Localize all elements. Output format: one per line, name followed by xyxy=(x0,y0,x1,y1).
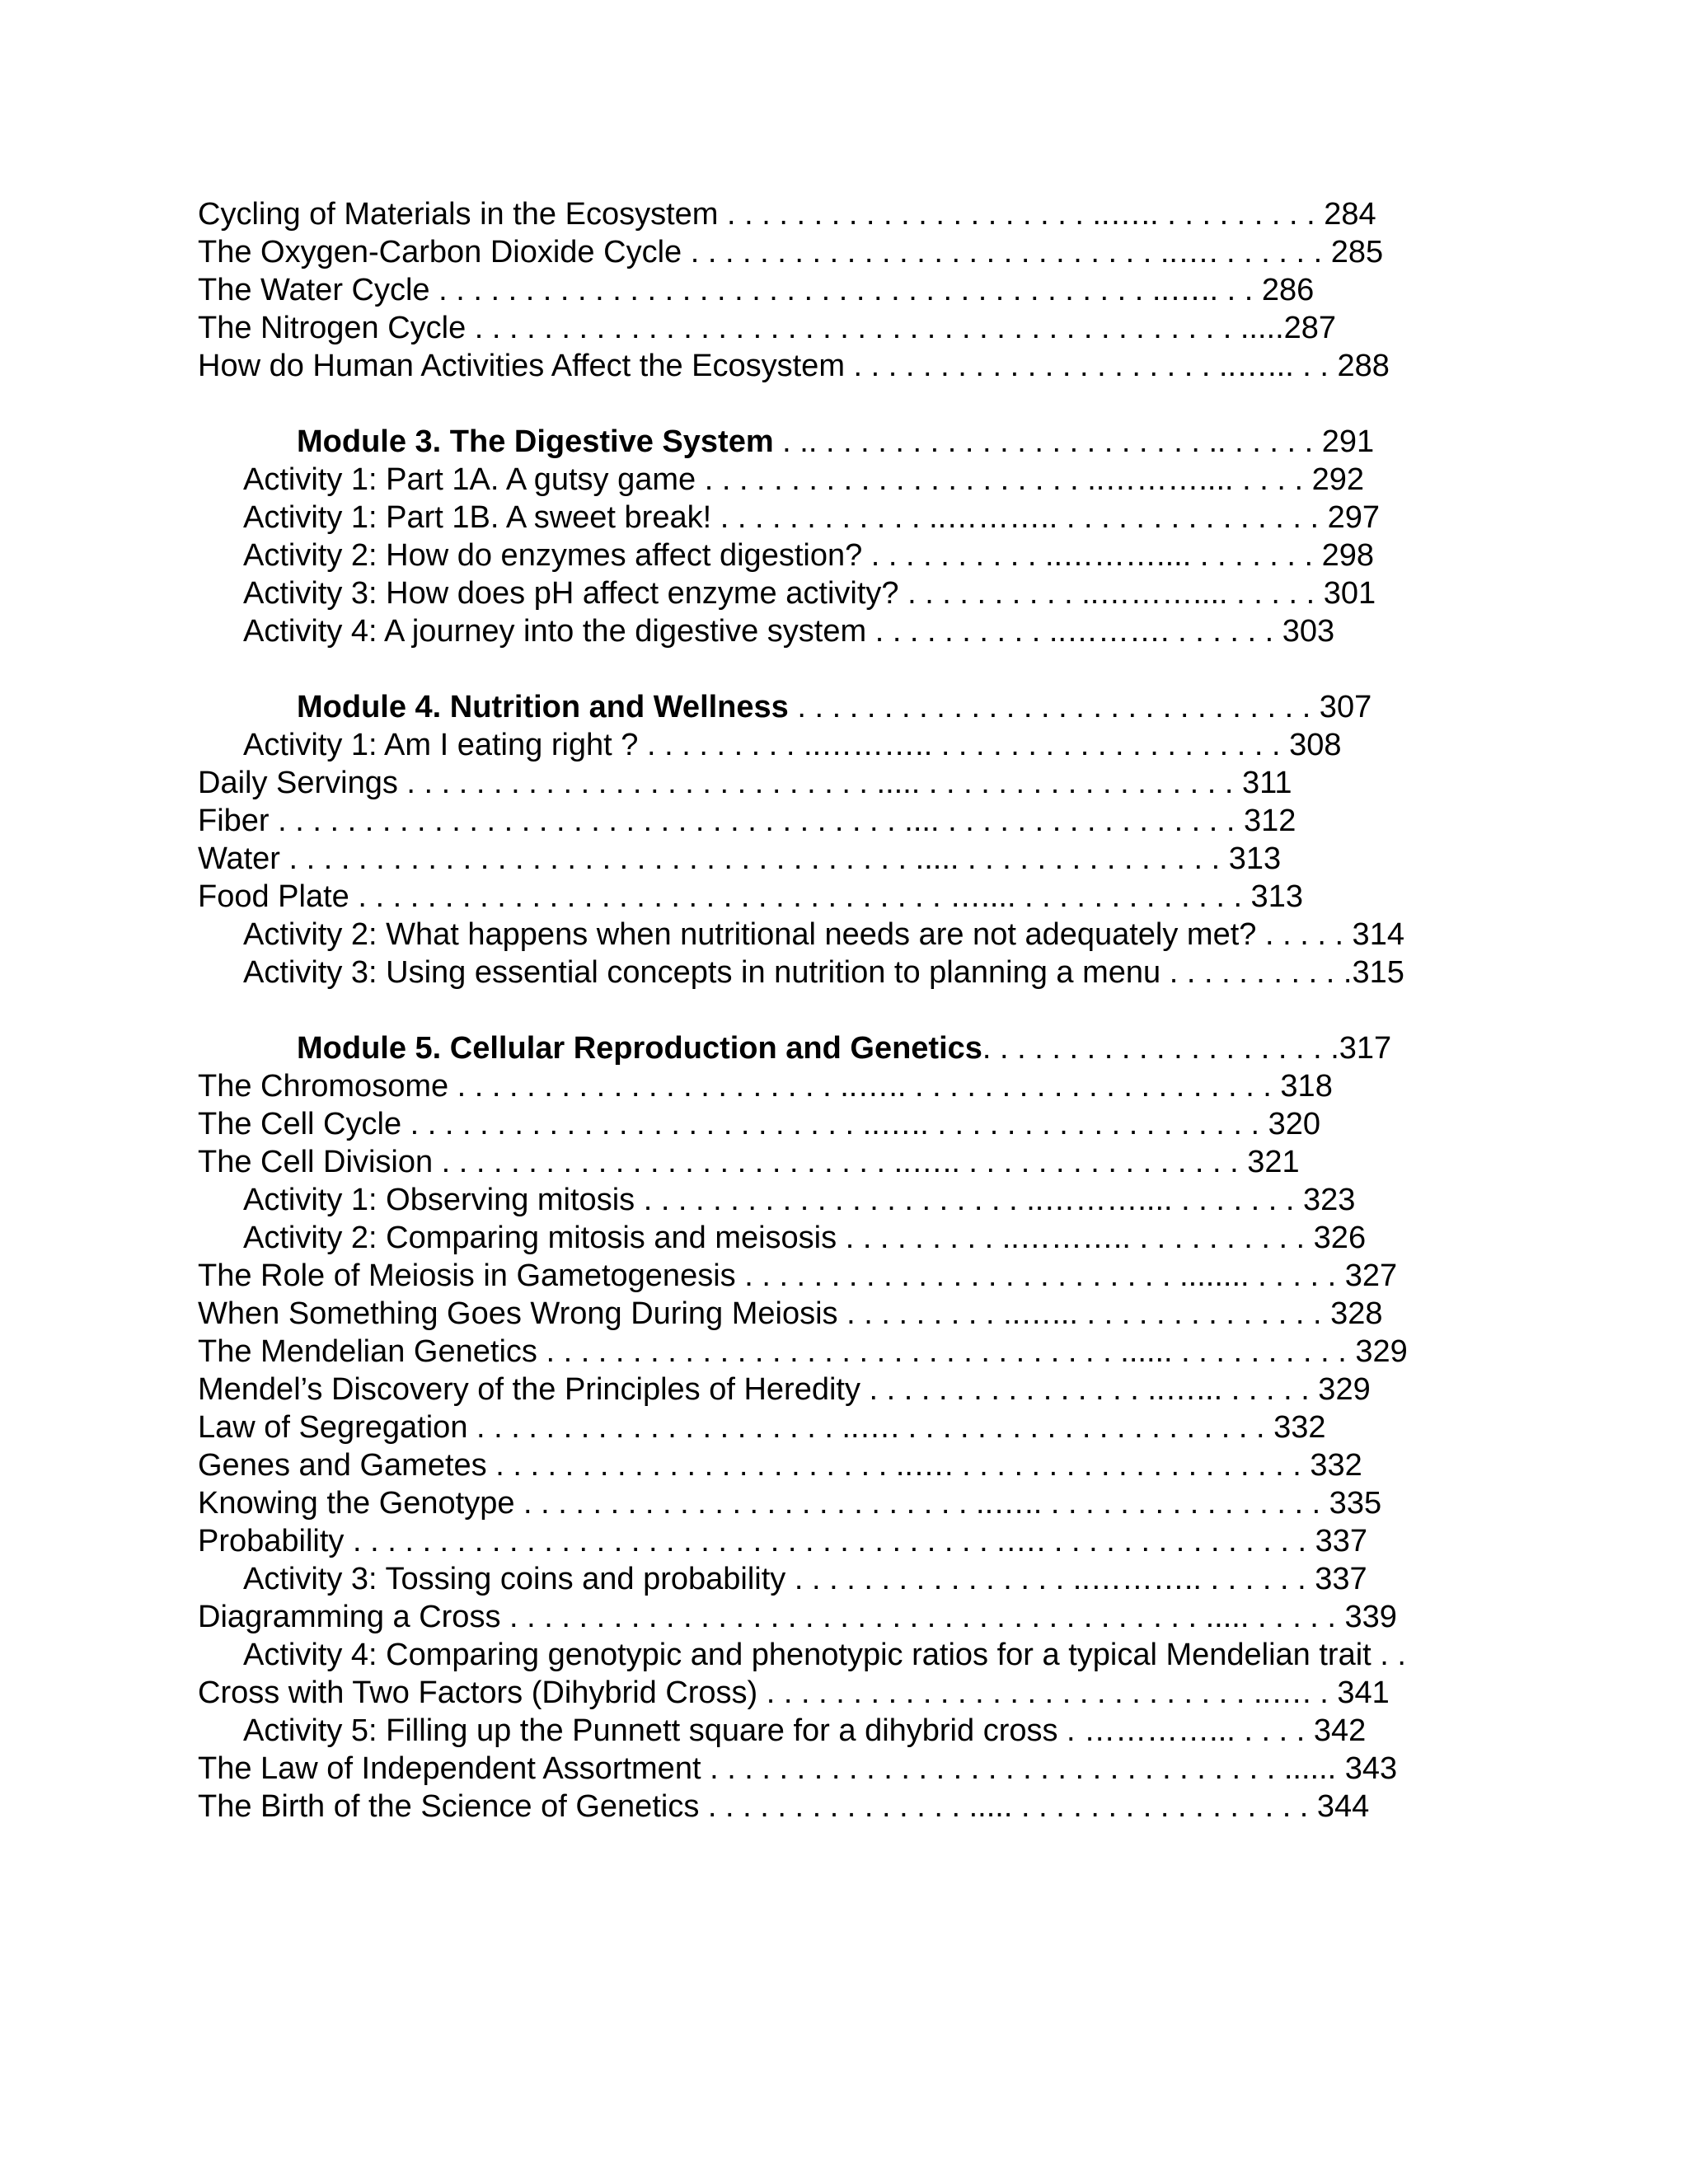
toc-activity-entry[interactable] xyxy=(198,612,1484,650)
module-heading-5[interactable] xyxy=(198,1029,1484,1067)
toc-entry-leader-page: . …………... . . . . 342 xyxy=(1057,1713,1367,1748)
toc-activity-entry[interactable] xyxy=(198,726,1484,764)
toc-entry-title: The Oxygen-Carbon Dioxide Cycle xyxy=(198,235,682,269)
toc-entry-title: Diagramming a Cross xyxy=(198,1600,501,1634)
toc-entry-leader-page: . . . . . . . . . . . . . . . . . . . . . . . . . . . ..... . . . . . . . . . . . . . . . . . . 311 xyxy=(397,766,1292,800)
toc-entry-title: Law of Segregation xyxy=(198,1410,468,1445)
toc-entry[interactable] xyxy=(198,878,1484,916)
toc-entry[interactable] xyxy=(198,195,1484,233)
toc-entry-leader-page: . . . . . . . . . . . . . . . . . . . . . . . . . . . . ..…. . 341 xyxy=(757,1675,1390,1710)
toc-entry[interactable] xyxy=(198,802,1484,840)
toc-entry-leader-page: . . . . . . . . . . ..……….... . . . . . . . 298 xyxy=(862,538,1375,573)
toc-entry-title: Activity 3: How does pH affect enzyme activity? xyxy=(243,576,899,611)
toc-activity-entry[interactable] xyxy=(198,499,1484,537)
toc-entry[interactable] xyxy=(198,1484,1484,1522)
toc-entry-title: Knowing the Genotype xyxy=(198,1486,515,1521)
toc-entry[interactable] xyxy=(198,1522,1484,1560)
section-gap xyxy=(198,385,1484,423)
toc-entry-leader-page: . . . . . . . . . . . . . . . . . . . . . ..….. . . . . . . . . . 284 xyxy=(718,197,1376,232)
section-gap xyxy=(198,650,1484,688)
toc-entry[interactable] xyxy=(198,309,1484,347)
toc-entry-leader-page: . . . . . . . . . . . . . . . . . . . . . . . . . . . . . . . . . . . . . . . . . ..….. . . 286 xyxy=(429,273,1315,307)
toc-entry-leader-page: . . . . . . . . . ..……….. . . . . . . . . . . . . . . . . . . . . 308 xyxy=(638,728,1342,762)
toc-entry-title: Activity 1: Observing mitosis xyxy=(243,1183,635,1217)
toc-entry-title: The Mendelian Genetics xyxy=(198,1334,537,1369)
toc-entry-leader-page: . . . . . . . . . . . . ..……….. . . . . . . . . . . . . . . . 297 xyxy=(711,500,1381,535)
toc-entry-title: The Law of Independent Assortment xyxy=(198,1751,701,1786)
toc-entry-leader-page: . . . . . . . . . . ..………. . . . . . . 303 xyxy=(866,614,1335,649)
toc-entry[interactable] xyxy=(198,1788,1484,1825)
toc-entry-title: The Cell Division xyxy=(198,1145,434,1179)
module-title: Module 4. Nutrition and Wellness xyxy=(297,690,789,724)
toc-entry-leader-page: . . . . . . . . . . . . . . . . ..……….. . . . . . . 337 xyxy=(785,1562,1367,1596)
toc-entry-title: Activity 1: Am I eating right ? xyxy=(243,728,639,762)
module-title: Module 3. The Digestive System xyxy=(297,424,774,459)
toc-entry-title: Activity 2: How do enzymes affect digestion? xyxy=(243,538,863,573)
toc-entry[interactable] xyxy=(198,1333,1484,1371)
toc-entry-leader-page: . . . . . . . . . . . . . . . . . . . . . . . ..…. . . . . . . . . . . . . . . . . . . . . 332 xyxy=(486,1448,1362,1483)
toc-entry-title: Water xyxy=(198,841,280,876)
toc-entry[interactable] xyxy=(198,1408,1484,1446)
toc-entry-leader-page: . . . . . . . . . . . . . . . . . . . . .317 xyxy=(982,1031,1392,1066)
toc-entry[interactable] xyxy=(198,1143,1484,1181)
toc-entry-title: Activity 1: Part 1B. A sweet break! xyxy=(243,500,712,535)
section-gap xyxy=(198,991,1484,1029)
toc-entry[interactable] xyxy=(198,840,1484,878)
table-of-contents xyxy=(198,195,1484,1825)
toc-entry-leader-page: . . . . . . . . . . . . . . . . . . . . . . ..……….... . . . . 292 xyxy=(696,462,1365,497)
toc-entry-leader-page: . . . . . . . . . . . . . . . . . . . . . . . . . ........ . . . . . 327 xyxy=(735,1258,1398,1293)
toc-activity-entry[interactable] xyxy=(198,916,1484,954)
toc-entry-title: Activity 5: Filling up the Punnett square for a dihybrid cross xyxy=(243,1713,1058,1748)
toc-entry-title: The Nitrogen Cycle xyxy=(198,311,467,345)
toc-entry-title: Cycling of Materials in the Ecosystem xyxy=(198,197,719,232)
toc-activity-entry[interactable] xyxy=(198,1181,1484,1219)
toc-activity-entry[interactable] xyxy=(198,1219,1484,1257)
toc-entry-leader-page: . . . . . . . . . . . . . . . . . . . . . . ..….. . . . . . . . . . . . . . . . . . . . . . 318 xyxy=(448,1069,1333,1104)
toc-entry-title: Activity 2: What happens when nutritional needs are not adequately met? xyxy=(243,917,1257,952)
toc-entry-leader-page: . . . . . . . . . . . . . . . . . . . . . . . . . . . . . . . . . ...... 343 xyxy=(701,1751,1398,1786)
toc-entry[interactable] xyxy=(198,1257,1484,1295)
toc-entry[interactable] xyxy=(198,1371,1484,1408)
toc-activity-entry[interactable] xyxy=(198,461,1484,499)
toc-entry[interactable] xyxy=(198,1105,1484,1143)
toc-entry[interactable] xyxy=(198,1446,1484,1484)
toc-entry-title: Food Plate xyxy=(198,879,349,914)
toc-entry-leader-page: . . . . . . . . . . . . . . . . . . . . . . . . . . ..….. . . . . . . . . . . . . . . . . . . . 320 xyxy=(401,1107,1321,1141)
toc-entry-leader-page: . . . . . . . . . . . . . . . . . . . . . . . . . . . . . . . . . . . . . . . . . . . . .....287 xyxy=(466,311,1337,345)
toc-entry[interactable] xyxy=(198,1067,1484,1105)
toc-entry-title: Daily Servings xyxy=(198,766,398,800)
toc-entry[interactable] xyxy=(198,764,1484,802)
toc-entry-leader-page: . . . . . . . . . . . . . . . . . . . . . ..…... . . 288 xyxy=(844,349,1390,383)
toc-activity-entry[interactable] xyxy=(198,954,1484,991)
toc-entry[interactable] xyxy=(198,347,1484,385)
toc-entry-title: When Something Goes Wrong During Meiosis xyxy=(198,1296,838,1331)
toc-entry-leader-page: . . . . . . . . . . . . . . . . . . . . . . . . . . . . . . . . . . . . . . . . ..... . . . . . 339 xyxy=(500,1600,1397,1634)
toc-entry-title: Activity 3: Using essential concepts in nutrition to planning a menu xyxy=(243,955,1161,990)
module-title: Module 5. Cellular Reproduction and Genetics xyxy=(297,1031,982,1066)
toc-entry-title: Probability xyxy=(198,1524,345,1558)
toc-entry-leader-page: . . . . . . . . . . . . . . . . . . . . . ..…. . . . . . . . . . . . . . . . . . . . . . 332 xyxy=(467,1410,1326,1445)
toc-activity-entry[interactable] xyxy=(198,1560,1484,1598)
toc-entry-leader-page: . . . . . . . . . . . . . . . . . . . . . . . . . . ..….. . . . . . . . . . . . . . . . . 335 xyxy=(514,1486,1382,1521)
toc-entry-leader-page: . . xyxy=(1371,1638,1406,1672)
toc-entry-title: Activity 4: A journey into the digestive system xyxy=(243,614,867,649)
toc-entry[interactable] xyxy=(198,233,1484,271)
toc-entry-title: Activity 4: Comparing genotypic and phenotypic ratios for a typical Mendelian trait xyxy=(243,1638,1372,1672)
toc-activity-entry[interactable] xyxy=(198,1712,1484,1750)
toc-activity-entry[interactable] xyxy=(198,537,1484,574)
toc-entry-title: The Water Cycle xyxy=(198,273,430,307)
toc-entry-title: The Cell Cycle xyxy=(198,1107,402,1141)
toc-entry[interactable] xyxy=(198,1598,1484,1636)
module-heading-3[interactable] xyxy=(198,423,1484,461)
toc-entry-leader-page: . . . . . . . . . . .315 xyxy=(1160,955,1404,990)
toc-entry-title: Activity 3: Tossing coins and probability xyxy=(243,1562,786,1596)
module-heading-4[interactable] xyxy=(198,688,1484,726)
toc-activity-entry[interactable] xyxy=(198,1636,1484,1674)
toc-entry-leader-page: . . . . . . . . . . . . . . . . ..…... . . . . . 329 xyxy=(860,1372,1371,1407)
toc-entry-title: Cross with Two Factors (Dihybrid Cross) xyxy=(198,1675,758,1710)
toc-entry-leader-page: . . . . . . . . . . . . . . . . . . . . . . . . . . . . . . . . . . ….... . . . . . . . . . . . . . 313 xyxy=(349,879,1303,914)
toc-entry-leader-page: . . . . . . . . . . . . . . . . . . . . . . . . . . . . . . . . . ...... . . . . . . . . . . 329 xyxy=(537,1334,1408,1369)
toc-entry-title: The Role of Meiosis in Gametogenesis xyxy=(198,1258,736,1293)
toc-entry[interactable] xyxy=(198,1750,1484,1788)
toc-entry-leader-page: . . . . . . . . . . . . . . . . . . . . . . . . . . . ..…. . . . . . . 285 xyxy=(682,235,1384,269)
toc-entry-title: Activity 2: Comparing mitosis and meisosis xyxy=(243,1221,837,1255)
toc-entry-leader-page: . . . . . . . . . . . . . . . . . . . . . . . . . . . . . . . . . . . . . .…. . . . . . . . . . . . . . . . 337 xyxy=(344,1524,1368,1558)
toc-entry-leader-page: . . . . . . . . . . . . . . . . . . . . . . . . . . . . . . . . . . . . ..... . . . . . . . . . . . . . . . 313 xyxy=(279,841,1282,876)
toc-entry-title: The Chromosome xyxy=(198,1069,449,1104)
toc-entry-leader-page: . . . . . . . . . . . . . . . . . . . . . . . . . . . . . . 307 xyxy=(788,690,1372,724)
toc-entry-leader-page: . . . . . . . . . . . . . . . ..... . . . . . . . . . . . . . . . . . 344 xyxy=(699,1789,1370,1824)
toc-entry-title: Activity 1: Part 1A. A gutsy game xyxy=(243,462,696,497)
toc-entry-title: The Birth of the Science of Genetics xyxy=(198,1789,700,1824)
toc-entry-leader-page: . . . . . . . . . ..…... . . . . . . . . . . . . . . 328 xyxy=(837,1296,1383,1331)
toc-entry[interactable] xyxy=(198,271,1484,309)
toc-entry-leader-page: . . . . . 314 xyxy=(1256,917,1404,952)
toc-entry-title: Fiber xyxy=(198,804,270,838)
toc-entry-leader-page: . . . . . . . . . . . . . . . . . . . . . . . . . . . . . . . . . . . . .... . . . . . . . . . . . . . . . . . 312 xyxy=(269,804,1296,838)
toc-entry-title: Genes and Gametes xyxy=(198,1448,487,1483)
toc-entry-leader-page: . . . . . . . . . ..……….. . . . . . . . . . . 326 xyxy=(837,1221,1367,1255)
toc-entry-title: Mendel’s Discovery of the Principles of Heredity xyxy=(198,1372,860,1407)
toc-entry-leader-page: . . . . . . . . . . ..……….... . . . . . 301 xyxy=(898,576,1376,611)
toc-entry-title: How do Human Activities Affect the Ecosystem xyxy=(198,349,845,383)
toc-entry[interactable] xyxy=(198,1295,1484,1333)
toc-entry-leader-page: . . . . . . . . . . . . . . . . . . . . . . ..……….... . . . . . . . 323 xyxy=(635,1183,1356,1217)
toc-entry-leader-page: . . . . . . . . . . . . . . . . . . . . . . . . . . ..….. . . . . . . . . . . . . . . . . 321 xyxy=(433,1145,1300,1179)
toc-entry-leader-page: . .. . . . . . . . . . . . . . . . . . . . . . . .. . . . . . 291 xyxy=(773,424,1375,459)
toc-entry[interactable] xyxy=(198,1674,1484,1712)
toc-activity-entry[interactable] xyxy=(198,574,1484,612)
